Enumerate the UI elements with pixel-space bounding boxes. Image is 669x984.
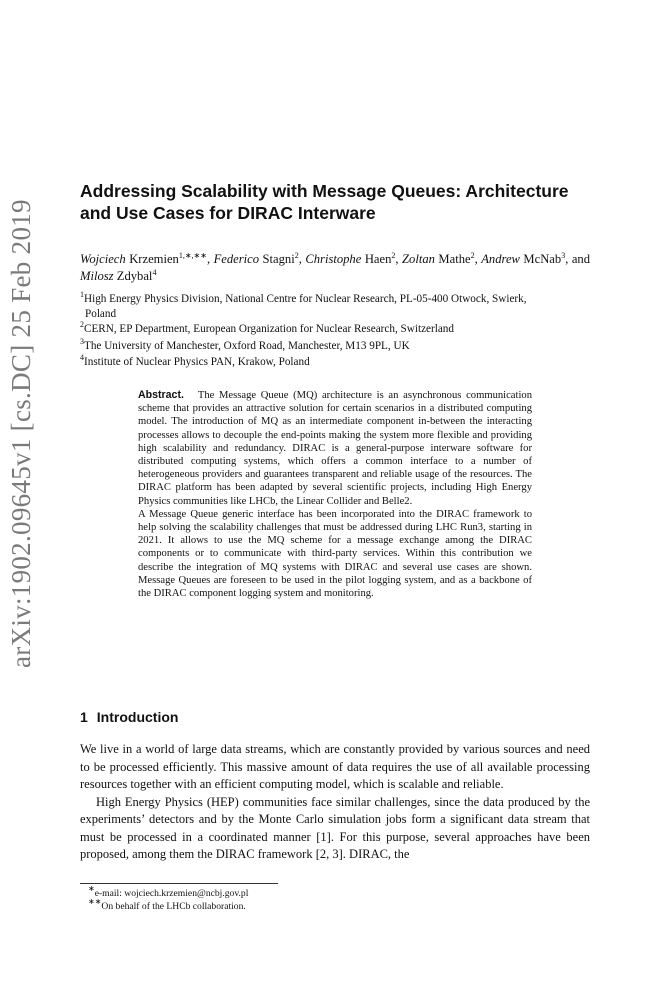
author-last-name: Haen — [364, 252, 392, 266]
section-heading — [80, 709, 178, 725]
affiliation-number: 2 — [80, 320, 84, 329]
affiliation-number: 1 — [80, 290, 84, 299]
footnote-mark: ∗∗ — [88, 896, 102, 906]
author-last-name: Stagni — [262, 252, 295, 266]
abstract-text: The Message Queue (MQ) architecture is an asynchronous communication scheme that provides an attractive solution for certain scenarios in a distributed computing model. The introduction of MQ as an intermediate component in-between the interacting processes allows to decouple the end-points making the system more flexible and providing high scalability and redundancy. DIRAC is a general-purpose interware software for distributed computing systems, which offers a common interface to a number of heterogeneous providers and guarantees transparent and reliable usage of the resources. The DIRAC platform has been adapted by several scientific projects, including High Energy Physics communities like LHCb, the Linear Collider and Belle2. — [138, 390, 532, 507]
footnotes — [80, 884, 480, 913]
affiliation-text: Institute of Nuclear Physics PAN, Krakow, Poland — [84, 356, 310, 368]
section-title: Introduction — [96, 709, 179, 725]
affiliation-text: CERN, EP Department, European Organization for Nuclear Research, Switzerland — [84, 323, 454, 335]
author-affiliation-mark: 2 — [470, 251, 475, 260]
author-first-name: Federico — [213, 252, 260, 266]
author-last-name: Krzemien — [129, 252, 179, 266]
body-paragraph: We live in a world of large data streams, which are constantly provided by various sources and need to be processed efficiently. This massive amount of data requires the use of all available processing resources together with an efficient computing model, which is scalable and reliable. — [80, 742, 590, 791]
section-number: 1 — [80, 709, 88, 725]
affiliation-2 — [80, 322, 600, 337]
footnote — [80, 896, 480, 914]
abstract-paragraph — [138, 389, 532, 508]
author-list: Wojciech Krzemien$^{1,∗,∗∗}$, Federico Stagni$^2$, Christophe Haen$^2$, Zoltan Mathe$^2$, Andrew McNab$^3$, and Milosz Zdybal$^4$ — [80, 251, 591, 283]
author-conjunction: and — [571, 252, 591, 266]
affiliation-number: 4 — [80, 353, 84, 362]
affiliation-1 — [80, 292, 600, 322]
affiliation-text-continued: Poland — [85, 308, 117, 320]
author-first-name: Milosz — [80, 269, 114, 283]
author-affiliation-mark: 1,∗,∗∗ — [178, 251, 207, 260]
abstract — [138, 389, 532, 600]
paper-title: Addressing Scalability with Message Queues: Architecture and Use Cases for DIRAC Interware — [80, 181, 569, 223]
abstract-paragraph: A Message Queue generic interface has been incorporated into the DIRAC framework to help solving the scalability challenges that must be addressed during LHC Run3, starting in 2021. It allows to use the MQ scheme for a message exchange among the DIRAC components or to communicate with third-party services. Within this contribution we describe the integration of MQ systems with DIRAC and several use cases are shown. Message Queues are foreseen to be used in the pilot logging system, and as a backbone of the DIRAC component logging system and monitoring. — [138, 508, 532, 600]
affiliation-number: 3 — [80, 337, 84, 346]
affiliation-text: The University of Manchester, Oxford Road, Manchester, M13 9PL, UK — [84, 340, 410, 352]
affiliation-text: High Energy Physics Division, National Centre for Nuclear Research, PL-05-400 Otwock, Swierk, — [84, 293, 527, 305]
introduction-body — [80, 741, 590, 864]
author-affiliation-mark: 3 — [561, 251, 566, 260]
abstract-label: Abstract. — [138, 389, 184, 401]
author-first-name: Zoltan — [402, 252, 435, 266]
affiliation-4 — [80, 355, 600, 370]
footnote-text: On behalf of the LHCb collaboration. — [101, 900, 246, 912]
author-first-name: Christophe — [305, 252, 362, 266]
author-first-name: Wojciech — [80, 252, 126, 266]
footnote — [80, 884, 480, 901]
author-affiliation-mark: 4 — [152, 268, 157, 277]
author-affiliation-mark: 2 — [294, 251, 299, 260]
author-first-name: Andrew — [481, 252, 520, 266]
arxiv-stamp: arXiv:1902.09645v1 [cs.DC] 25 Feb 2019 — [6, 199, 36, 668]
footnote-text: e-mail: wojciech.krzemien@ncbj.gov.pl — [94, 888, 249, 899]
footnote-mark: ∗ — [88, 884, 95, 893]
footnote-divider — [80, 883, 278, 884]
author-affiliation-mark: 2 — [391, 251, 396, 260]
author-last-name: Mathe — [438, 252, 471, 266]
affiliation-3 — [80, 339, 600, 354]
author-last-name: McNab — [523, 252, 562, 266]
author-last-name: Zdybal — [116, 269, 153, 283]
body-paragraph: High Energy Physics (HEP) communities face similar challenges, since the data produced by the experiments’ detectors and by the Monte Carlo simulation jobs form a significant data stream that must be processed in a coordinated manner [1]. For this purpose, several approaches have been proposed, among them the DIRAC framework [2, 3]. DIRAC, the — [80, 794, 590, 861]
